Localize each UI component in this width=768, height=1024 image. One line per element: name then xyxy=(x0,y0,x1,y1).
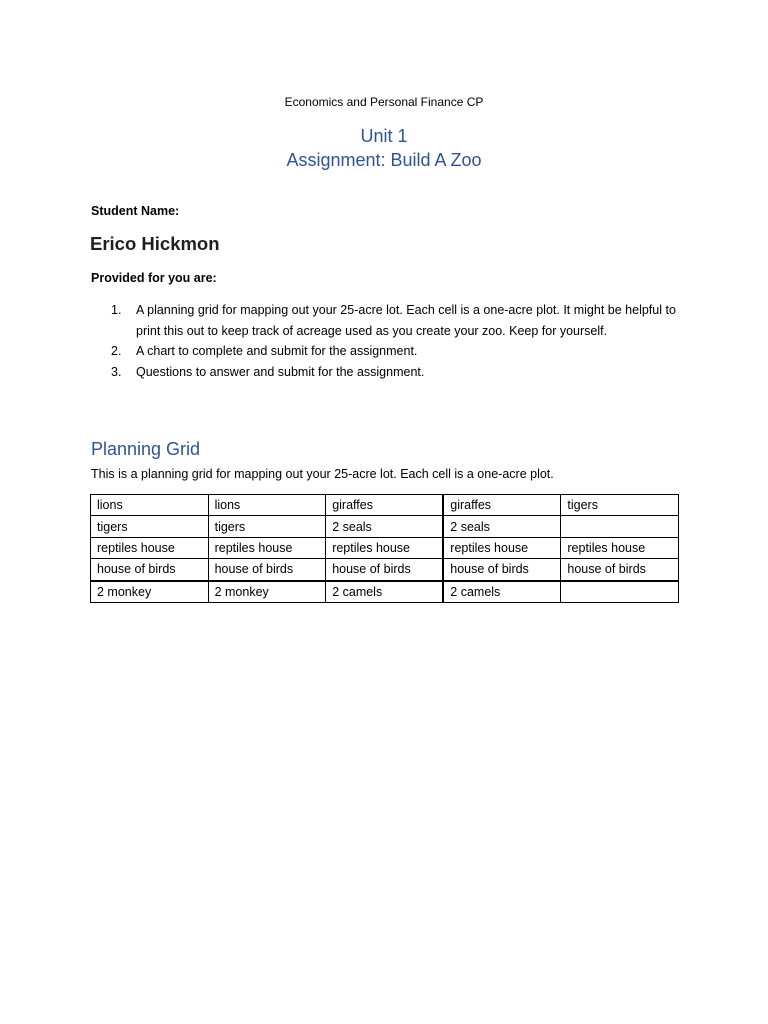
grid-cell: reptiles house xyxy=(208,537,326,558)
grid-cell xyxy=(561,581,679,603)
table-row xyxy=(91,537,679,558)
planning-grid-table xyxy=(90,494,679,603)
provided-label: Provided for you are: xyxy=(91,271,217,285)
provided-list xyxy=(91,300,681,382)
grid-cell: reptiles house xyxy=(443,537,561,558)
grid-cell: house of birds xyxy=(208,559,326,581)
grid-cell: 2 monkey xyxy=(91,581,209,603)
list-item xyxy=(91,341,681,362)
list-item-number: 2. xyxy=(111,344,122,359)
grid-cell: tigers xyxy=(208,516,326,537)
grid-cell: house of birds xyxy=(561,559,679,581)
grid-cell: lions xyxy=(91,495,209,516)
unit-label: Unit 1 xyxy=(360,126,408,146)
grid-cell xyxy=(561,516,679,537)
list-item-number: 3. xyxy=(111,364,122,379)
list-item-number: 1. xyxy=(111,303,122,317)
table-row xyxy=(91,516,679,537)
table-row xyxy=(91,581,679,603)
grid-cell: house of birds xyxy=(326,559,444,581)
table-row xyxy=(91,559,679,581)
grid-cell: tigers xyxy=(91,516,209,537)
grid-cell: 2 seals xyxy=(326,516,444,537)
list-item-text: A chart to complete and submit for the assignment. xyxy=(136,344,418,359)
list-item-text: A planning grid for mapping out your 25-acre lot. Each cell is a one-acre plot. It might be helpful to print this out to keep track of acreage used as you create your zoo. Keep for yourself. xyxy=(136,303,676,338)
assignment-title xyxy=(0,124,768,172)
planning-grid-description: This is a planning grid for mapping out your 25-acre lot. Each cell is a one-acre plot. xyxy=(91,467,554,481)
grid-cell: reptiles house xyxy=(326,537,444,558)
list-item-text: Questions to answer and submit for the assignment. xyxy=(136,364,425,379)
grid-cell: 2 camels xyxy=(326,581,444,603)
assignment-label: Assignment: Build A Zoo xyxy=(286,150,482,170)
grid-cell: house of birds xyxy=(91,559,209,581)
list-item xyxy=(91,362,681,383)
course-title: Economics and Personal Finance CP xyxy=(284,95,484,109)
grid-cell: reptiles house xyxy=(561,537,679,558)
grid-cell: giraffes xyxy=(326,495,444,516)
grid-cell: reptiles house xyxy=(91,537,209,558)
list-item xyxy=(91,300,681,341)
student-name: Erico Hickmon xyxy=(90,233,220,254)
grid-cell: lions xyxy=(208,495,326,516)
student-name-label: Student Name: xyxy=(91,204,180,218)
grid-cell: tigers xyxy=(561,495,679,516)
grid-cell: 2 monkey xyxy=(208,581,326,603)
grid-cell: 2 camels xyxy=(443,581,561,603)
grid-cell: giraffes xyxy=(443,495,561,516)
table-row xyxy=(91,495,679,516)
planning-grid-heading: Planning Grid xyxy=(91,439,201,459)
grid-cell: house of birds xyxy=(443,559,561,581)
grid-cell: 2 seals xyxy=(443,516,561,537)
